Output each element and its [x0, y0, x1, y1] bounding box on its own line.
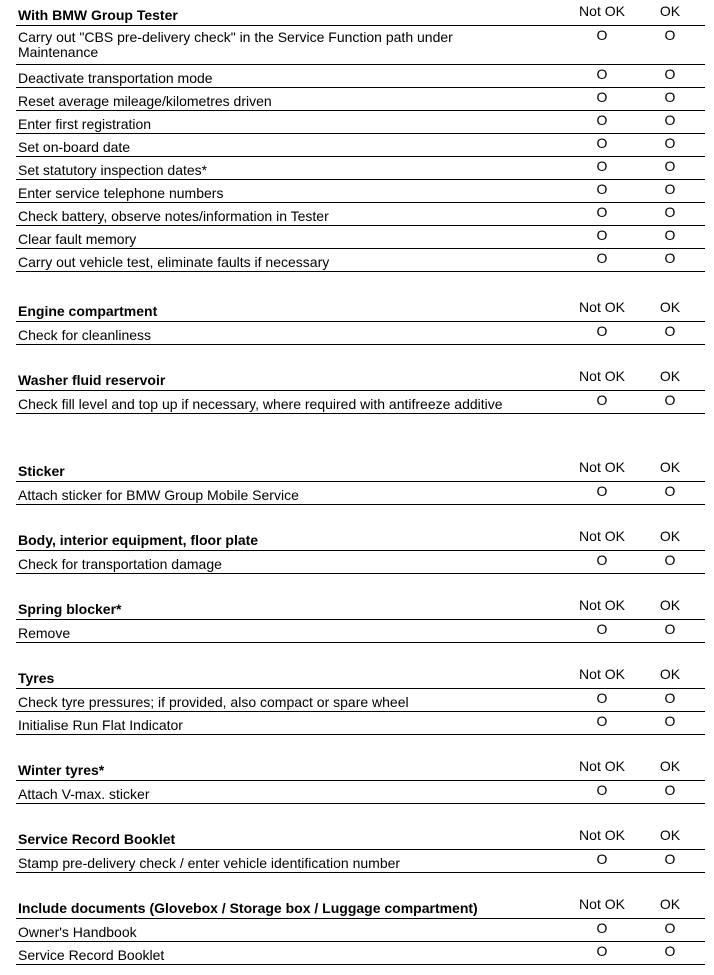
not-ok-checkbox[interactable]: O [596, 920, 608, 936]
divider [16, 344, 705, 345]
section-header [0, 529, 714, 551]
section-title: Tyres [18, 670, 55, 686]
not-ok-checkbox[interactable]: O [596, 204, 608, 220]
ok-checkbox[interactable]: O [664, 27, 676, 43]
not-ok-column-header: Not OK [579, 758, 625, 774]
section-header [0, 667, 714, 689]
not-ok-checkbox[interactable]: O [596, 27, 608, 43]
not-ok-column-header: Not OK [579, 299, 625, 315]
item-label: Set on-board date [18, 139, 131, 155]
divider [16, 964, 705, 965]
not-ok-checkbox[interactable]: O [596, 158, 608, 174]
not-ok-column-header: Not OK [579, 896, 625, 912]
item-label: Clear fault memory [18, 231, 137, 247]
section-header [0, 300, 714, 322]
divider [16, 573, 705, 574]
checklist-row [0, 551, 714, 574]
ok-column-header: OK [659, 597, 681, 613]
divider [16, 803, 705, 804]
divider [16, 271, 705, 272]
item-label: Attach V-max. sticker [18, 786, 150, 802]
section-header [0, 828, 714, 850]
ok-checkbox[interactable]: O [664, 690, 676, 706]
item-label: Check for transportation damage [18, 556, 222, 572]
not-ok-checkbox[interactable]: O [596, 690, 608, 706]
ok-checkbox[interactable]: O [664, 112, 676, 128]
checklist-row [0, 482, 714, 505]
ok-checkbox[interactable]: O [664, 621, 676, 637]
not-ok-checkbox[interactable]: O [596, 89, 608, 105]
not-ok-column-header: Not OK [579, 3, 625, 19]
not-ok-checkbox[interactable]: O [596, 112, 608, 128]
divider [16, 734, 705, 735]
ok-checkbox[interactable]: O [664, 713, 676, 729]
not-ok-checkbox[interactable]: O [596, 392, 608, 408]
checklist-row [0, 203, 714, 226]
section-title: Spring blocker* [18, 601, 122, 617]
item-label: Enter first registration [18, 116, 152, 132]
ok-checkbox[interactable]: O [664, 552, 676, 568]
checklist-row [0, 180, 714, 203]
not-ok-checkbox[interactable]: O [596, 943, 608, 959]
checklist-row [0, 134, 714, 157]
item-label: Carry out "CBS pre-delivery check" in the Service Function path under Maintenance [18, 29, 453, 60]
divider [16, 872, 705, 873]
not-ok-column-header: Not OK [579, 459, 625, 475]
section-winter-tyres [0, 759, 714, 804]
item-label: Check battery, observe notes/information in Tester [18, 208, 329, 224]
section-title: Service Record Booklet [18, 831, 176, 847]
ok-checkbox[interactable]: O [664, 135, 676, 151]
ok-column-header: OK [659, 299, 681, 315]
section-title: Body, interior equipment, floor plate [18, 532, 259, 548]
checklist-row [0, 226, 714, 249]
section-title: Engine compartment [18, 303, 158, 319]
item-label: Check for cleanliness [18, 327, 152, 343]
ok-checkbox[interactable]: O [664, 392, 676, 408]
divider [16, 642, 705, 643]
not-ok-checkbox[interactable]: O [596, 552, 608, 568]
ok-checkbox[interactable]: O [664, 181, 676, 197]
ok-column-header: OK [659, 368, 681, 384]
section-title: Winter tyres* [18, 762, 105, 778]
checklist-row [0, 65, 714, 88]
checklist-row [0, 712, 714, 735]
section-header [0, 460, 714, 482]
ok-checkbox[interactable]: O [664, 227, 676, 243]
ok-checkbox[interactable]: O [664, 782, 676, 798]
checklist-row [0, 620, 714, 643]
section-title: Include documents (Glovebox / Storage box / Luggage compartment) [18, 900, 478, 916]
not-ok-column-header: Not OK [579, 597, 625, 613]
ok-checkbox[interactable]: O [664, 204, 676, 220]
ok-column-header: OK [659, 459, 681, 475]
item-label: Service Record Booklet [18, 947, 165, 963]
ok-checkbox[interactable]: O [664, 323, 676, 339]
item-label: Owner's Handbook [18, 924, 137, 940]
section-sticker [0, 460, 714, 505]
section-with-bmw-group-tester [0, 4, 714, 272]
ok-checkbox[interactable]: O [664, 66, 676, 82]
section-title: Sticker [18, 463, 65, 479]
checklist-row [0, 249, 714, 272]
item-label: Attach sticker for BMW Group Mobile Service [18, 487, 299, 503]
checklist-row [0, 111, 714, 134]
ok-checkbox[interactable]: O [664, 920, 676, 936]
not-ok-checkbox[interactable]: O [596, 483, 608, 499]
section-spring-blocker [0, 598, 714, 643]
section-engine-compartment [0, 300, 714, 345]
checklist-row [0, 26, 714, 65]
item-label: Initialise Run Flat Indicator [18, 717, 183, 733]
item-label: Check tyre pressures; if provided, also compact or spare wheel [18, 694, 409, 710]
ok-column-header: OK [659, 528, 681, 544]
section-header [0, 369, 714, 391]
checklist-row [0, 88, 714, 111]
item-label: Enter service telephone numbers [18, 185, 224, 201]
not-ok-checkbox[interactable]: O [596, 135, 608, 151]
section-include-documents [0, 897, 714, 965]
not-ok-checkbox[interactable]: O [596, 227, 608, 243]
not-ok-column-header: Not OK [579, 528, 625, 544]
ok-column-header: OK [659, 666, 681, 682]
checklist-row [0, 942, 714, 965]
item-label: Carry out vehicle test, eliminate faults if necessary [18, 254, 330, 270]
not-ok-checkbox[interactable]: O [596, 851, 608, 867]
item-label: Remove [18, 625, 71, 641]
not-ok-column-header: Not OK [579, 666, 625, 682]
checklist-row [0, 322, 714, 345]
ok-column-header: OK [659, 827, 681, 843]
section-header [0, 598, 714, 620]
checklist-row [0, 391, 714, 414]
not-ok-checkbox[interactable]: O [596, 181, 608, 197]
ok-checkbox[interactable]: O [664, 851, 676, 867]
ok-checkbox[interactable]: O [664, 250, 676, 266]
item-label: Set statutory inspection dates* [18, 162, 208, 178]
ok-checkbox[interactable]: O [664, 158, 676, 174]
checklist-row [0, 689, 714, 712]
ok-checkbox[interactable]: O [664, 483, 676, 499]
ok-checkbox[interactable]: O [664, 943, 676, 959]
checklist-row [0, 850, 714, 873]
ok-column-header: OK [659, 758, 681, 774]
not-ok-checkbox[interactable]: O [596, 782, 608, 798]
section-header [0, 897, 714, 919]
ok-column-header: OK [659, 896, 681, 912]
item-label: Stamp pre-delivery check / enter vehicle identification number [18, 855, 401, 871]
section-title: Washer fluid reservoir [18, 372, 166, 388]
checklist-row [0, 781, 714, 804]
not-ok-checkbox[interactable]: O [596, 250, 608, 266]
section-service-record-booklet [0, 828, 714, 873]
checklist-row [0, 919, 714, 942]
divider [16, 504, 705, 505]
section-header [0, 759, 714, 781]
not-ok-column-header: Not OK [579, 368, 625, 384]
ok-checkbox[interactable]: O [664, 89, 676, 105]
section-washer-fluid-reservoir [0, 369, 714, 414]
item-label: Deactivate transportation mode [18, 70, 213, 86]
section-body-interior-equipment [0, 529, 714, 574]
item-label: Check fill level and top up if necessary, where required with antifreeze additive [18, 396, 503, 412]
section-header [0, 4, 714, 26]
section-tyres [0, 667, 714, 735]
ok-column-header: OK [659, 3, 681, 19]
not-ok-checkbox[interactable]: O [596, 713, 608, 729]
checklist-row [0, 157, 714, 180]
not-ok-column-header: Not OK [579, 827, 625, 843]
not-ok-checkbox[interactable]: O [596, 66, 608, 82]
not-ok-checkbox[interactable]: O [596, 621, 608, 637]
not-ok-checkbox[interactable]: O [596, 323, 608, 339]
divider [16, 413, 705, 414]
section-title: With BMW Group Tester [18, 7, 178, 23]
item-label: Reset average mileage/kilometres driven [18, 93, 272, 109]
